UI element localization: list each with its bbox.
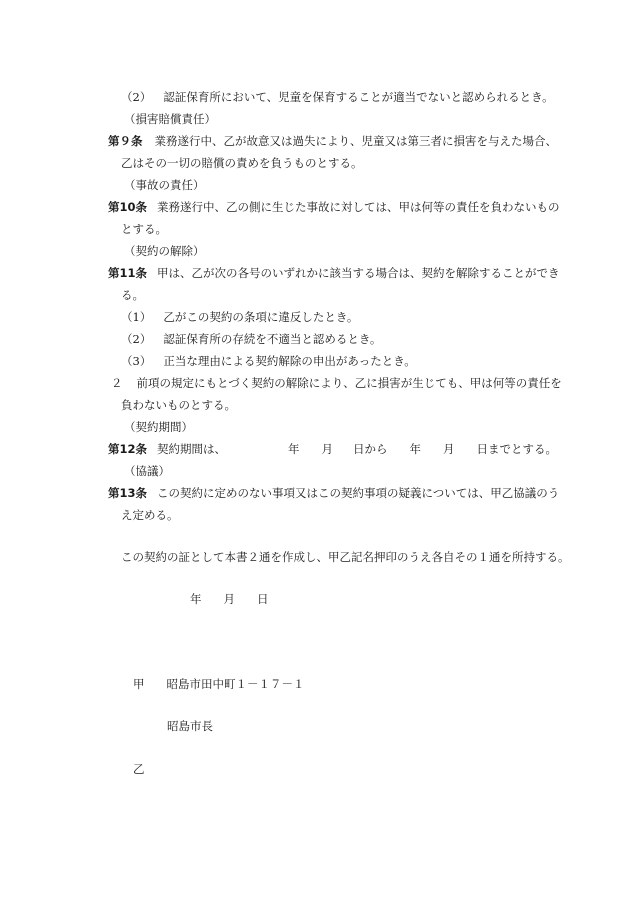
signing-year: 年 — [190, 592, 202, 606]
party-a-label: 甲 — [133, 677, 145, 691]
item-text: 認証保育所において、児童を保育することが適当でないと認められるとき。 — [163, 90, 554, 104]
clause-12-heading: （契約期間） — [124, 420, 193, 434]
item-number: （3） — [121, 354, 152, 368]
party-b-label: 乙 — [133, 762, 145, 776]
clause-10-text-1: 業務遂行中、乙の側に生じた事故に対しては、甲は何等の責任を負わないもの — [157, 200, 560, 214]
item-number: （2） — [121, 90, 152, 104]
clause-13-line-2: え定める。 — [121, 508, 179, 522]
clause-8-item-2 — [121, 90, 554, 104]
clause-9-line-2: 乙はその一切の賠償の責めを負うものとする。 — [121, 156, 363, 170]
clause-11-heading: （契約の解除） — [124, 244, 205, 258]
clause-12-label: 第12条 — [108, 442, 148, 456]
clause-11-line-2: る。 — [121, 288, 144, 302]
year-blank-1: 年 — [288, 442, 300, 456]
signing-month: 月 — [223, 592, 235, 606]
party-a-address: 昭島市田中町１－１７－１ — [166, 677, 305, 691]
para-number: ２ — [111, 376, 123, 390]
party-a-title: 昭島市長 — [167, 719, 213, 733]
para-text-1: 前項の規定にもとづく契約の解除により、乙に損害が生じても、甲は何等の責任を — [136, 376, 562, 390]
clause-10-line-1 — [108, 200, 560, 214]
clause-10-line-2: とする。 — [121, 222, 167, 236]
clause-13-heading: （協議） — [124, 464, 170, 478]
signing-day: 日 — [257, 592, 269, 606]
item-number: （2） — [121, 332, 152, 346]
clause-11-label: 第11条 — [108, 266, 148, 280]
month-blank-2: 月 — [443, 442, 455, 456]
clause-12-text: 契約期間は、 — [157, 442, 227, 456]
signing-date — [190, 592, 269, 606]
clause-9-heading: （損害賠償責任） — [124, 112, 216, 126]
clause-10-heading: （事故の責任） — [124, 178, 205, 192]
clause-12-line-1 — [108, 442, 557, 456]
clause-11-item-1 — [121, 310, 358, 324]
item-text: 乙がこの契約の条項に違反したとき。 — [163, 310, 359, 324]
item-text: 正当な理由による契約解除の申出があったとき。 — [163, 354, 416, 368]
clause-11-line-1 — [108, 266, 560, 280]
clause-10-label: 第10条 — [108, 200, 148, 214]
item-number: （1） — [121, 310, 152, 324]
clause-11-para-2-line-1 — [111, 376, 562, 390]
item-text: 認証保育所の存続を不適当と認めるとき。 — [163, 332, 382, 346]
day-from: 日から — [353, 442, 388, 456]
clause-9-text-1: 業務遂行中、乙が故意又は過失により、児童又は第三者に損害を与えた場合、 — [154, 134, 557, 148]
year-blank-2: 年 — [409, 442, 422, 456]
day-until: 日までとする。 — [476, 442, 558, 456]
clause-13-label: 第13条 — [108, 486, 148, 500]
clause-13-text-1: この契約に定めのない事項又はこの契約事項の疑義については、甲乙協議のう — [157, 486, 560, 500]
clause-13-line-1 — [108, 486, 559, 500]
clause-11-text-1: 甲は、乙が次の各号のいずれかに該当する場合は、契約を解除することができ — [157, 266, 560, 280]
month-blank-1: 月 — [321, 442, 334, 456]
clause-9-label: 第９条 — [108, 134, 143, 148]
party-a — [133, 677, 305, 691]
closing-statement: この契約の証として本書２通を作成し、甲乙記名押印のうえ各自その１通を所持する。 — [121, 550, 570, 564]
clause-11-item-3 — [121, 354, 416, 368]
clause-11-item-2 — [121, 332, 381, 346]
clause-11-para-2-line-2: 負わないものとする。 — [121, 398, 236, 412]
clause-9-line-1 — [108, 134, 557, 148]
